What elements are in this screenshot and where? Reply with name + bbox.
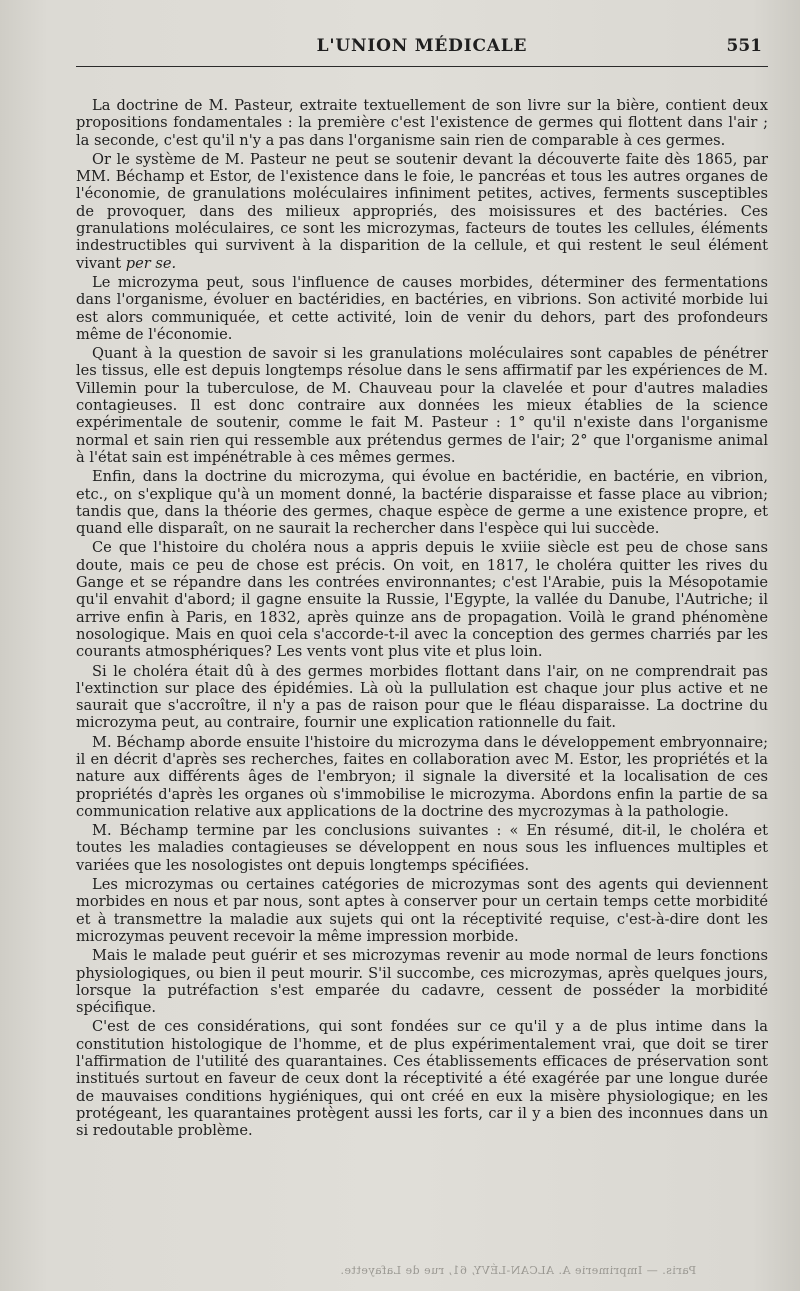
- article-body: [76, 97, 768, 1140]
- paragraph: La doctrine de M. Pasteur, extraite textuellement de son livre sur la bière, contient deux propositions fondamentales : la première c'est l'existence de germes qui flottent dans l'air ; la seconde, c'est qu'il n'y a pas dans l'organisme sain rien de comparable à ces germes.: [76, 97, 768, 149]
- page-header: [76, 30, 768, 67]
- bleed-through-imprint: Paris. — Imprimerie A. ALCAN-LÉVY, 61, rue de Lafayette.: [340, 1264, 697, 1277]
- paragraph: Ce que l'histoire du choléra nous a appris depuis le xviiie siècle est peu de chose sans doute, mais ce peu de chose est précis. On voit, en 1817, le choléra quitter les rives du Gange et se répandre dans les contrées environnantes; c'est l'Arabie, puis la Mésopotamie qu'il envahit d'abord; il gagne ensuite la Russie, l'Egypte, la vallée du Danube, l'Autriche; il arrive enfin à Paris, en 1832, après quinze ans de propagation. Voilà le grand phénomène nosologique. Mais en quoi cela s'accorde-t-il avec la conception des germes charriés par les courants atmosphériques? Les vents vont plus vite et plus loin.: [76, 539, 768, 661]
- paragraph: [76, 151, 768, 272]
- paragraph: Enfin, dans la doctrine du microzyma, qui évolue en bactéridie, en bactérie, en vibrion, etc., on s'explique qu'à un moment donné, la bactérie disparaisse et fasse place au vibrion; tandis que, dans la théorie des germes, chaque espèce de germe a une existence propre, et quand elle disparaît, on ne saurait la rechercher dans l'espèce qui lui succède.: [76, 468, 768, 538]
- paragraph: Si le choléra était dû à des germes morbides flottant dans l'air, on ne comprendrait pas l'extinction sur place des épidémies. Là où la pullulation est chaque jour plus active et ne saurait que s'accroître, il n'y a pas de raison pour que le fléau disparaisse. La doctrine du microzyma peut, au contraire, fournir une explication rationnelle du fait.: [76, 662, 768, 732]
- paragraph: C'est de ces considérations, qui sont fondées sur ce qu'il y a de plus intime dans la constitution histologique de l'homme, et de plus expérimentalement vrai, que doit se tirer l'affirmation de l'utilité des quarantaines. Ces établissements efficaces de préservation sont institués surtout en faveur de ceux dont la réceptivité a été exagérée par une longue durée de mauvaises conditions hygiéniques, qui ont créé en eux la misère physiologique; en les protégeant, les quarantaines protègent aussi les forts, car il y a bien des inconnues dans un si redoutable problème.: [76, 1018, 768, 1140]
- page-number: 551: [726, 36, 762, 56]
- paragraph: Quant à la question de savoir si les granulations moléculaires sont capables de pénétrer les tissus, elle est depuis longtemps résolue dans le sens affirmatif par les expériences de M. Villemin pour la tuberculose, de M. Chauveau pour la clavelée et pour d'autres maladies contagieuses. Il est donc contraire aux données les mieux établies de la science expérimentale de soutenir, comme le fait M. Pasteur : 1° qu'il n'existe dans l'organisme normal et sain rien qui ressemble aux prétendus germes de l'air; 2° que l'organisme animal à l'état sain est impénétrable à ces mêmes germes.: [76, 345, 768, 466]
- running-title: L'UNION MÉDICALE: [316, 36, 528, 56]
- latin-phrase: per se.: [125, 254, 177, 272]
- paragraph: Le microzyma peut, sous l'influence de causes morbides, déterminer des fermentations dans l'organisme, évoluer en bactéridies, en bactéries, en vibrions. Son activité morbide lui est alors communiquée, et cette activité, loin de venir du dehors, part des profondeurs même de l'économie.: [76, 273, 768, 343]
- paragraph: M. Béchamp aborde ensuite l'histoire du microzyma dans le développement embryonnaire; il en décrit d'après ses recherches, faites en collaboration avec M. Estor, les propriétés et la nature aux différents âges de l'embryon; il signale la diversité et la localisation de ces propriétés d'après les organes où s'immobilise le microzyma. Abordons enfin la partie de sa communication relative aux applications de la doctrine des mycrozymas à la pathologie.: [76, 733, 768, 820]
- paragraph-text: Or le système de M. Pasteur ne peut se soutenir devant la découverte faite dès 1865, par MM. Béchamp et Estor, de l'existence dans le foie, le pancréas et tous les autres organes de l'économie, de granulations moléculaires infiniment petites, actives, ferments susceptibles de provoquer, dans des milieux appropriés, des moisissures et des bactéries. Ces granulations moléculaires, ce sont les microzymas, facteurs de toutes les cellules, éléments indestructibles qui survivent à la disparition de la cellule, et qui restent le seul élément vivant: [76, 150, 768, 272]
- paragraph: M. Béchamp termine par les conclusions suivantes : « En résumé, dit-il, le choléra et toutes les maladies contagieuses se développent en nous sous les influences multiples et variées que les nosologistes ont depuis longtemps spécifiées.: [76, 822, 768, 874]
- paragraph: Mais le malade peut guérir et ses microzymas revenir au mode normal de leurs fonctions physiologiques, ou bien il peut mourir. S'il succombe, ces microzymas, après quelques jours, lorsque la putréfaction s'est emparée du cadavre, cessent de posséder la morbidité spécifique.: [76, 947, 768, 1017]
- paragraph: Les microzymas ou certaines catégories de microzymas sont des agents qui deviennent morbides en nous et par nous, sont aptes à conserver pour un certain temps cette morbidité et à transmettre la maladie aux sujets qui ont la réceptivité requise, c'est-à-dire dont les microzymas peuvent recevoir la même impression morbide.: [76, 876, 768, 945]
